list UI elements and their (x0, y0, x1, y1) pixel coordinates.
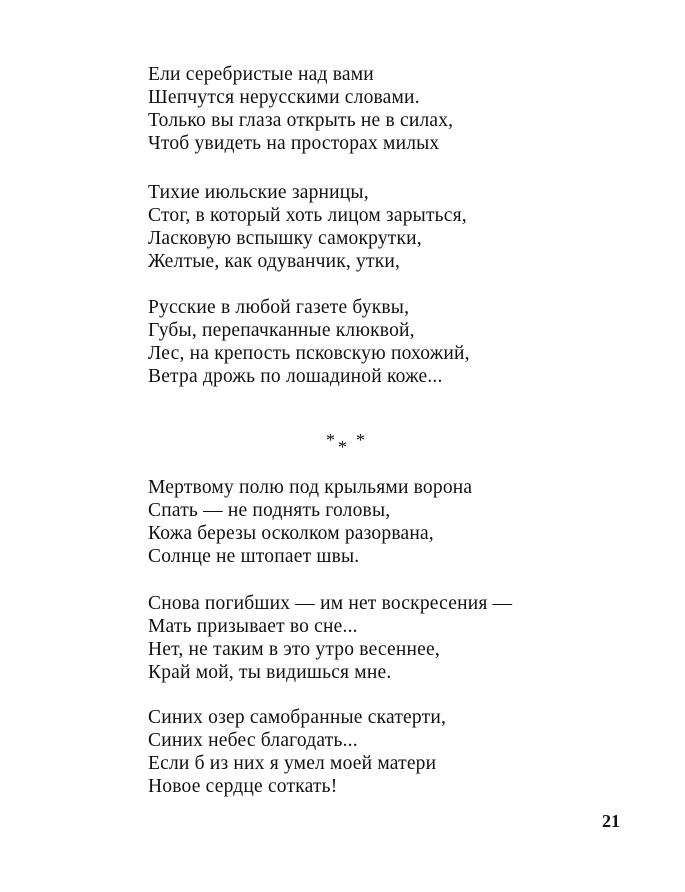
poem-stanza-1 (148, 63, 453, 155)
poem-stanza-3 (148, 296, 470, 388)
separator-asterisk: * (356, 430, 365, 450)
poem-stanza-2 (148, 181, 467, 273)
poem-stanza-4 (148, 476, 472, 568)
poem-line: Нет, не таким в это утро весеннее, (148, 639, 440, 660)
section-separator (318, 430, 374, 458)
poem-line: Снова погибших — им нет воскресения — (148, 593, 513, 614)
poem-line: Желтые, как одуванчик, утки, (148, 251, 401, 272)
poem-line: Стог, в который хоть лицом зарыться, (148, 205, 467, 226)
page-number: 21 (602, 811, 620, 831)
poem-line: Новое сердце соткать! (148, 776, 338, 797)
poem-line: Кожа березы осколком разорвана, (148, 523, 434, 544)
poem-line: Ветра дрожь по лошадиной коже... (148, 366, 443, 387)
poem-line: Солнце не штопает швы. (148, 546, 360, 567)
poem-line: Ласковую вспышку самокрутки, (148, 228, 422, 249)
poem-line: Русские в любой газете буквы, (148, 297, 410, 318)
poem-line: Край мой, ты видишься мне. (148, 662, 392, 683)
poem-line: Чтоб увидеть на просторах милых (148, 133, 440, 154)
poem-line: Шепчутся нерусскими словами. (148, 87, 420, 108)
poem-line: Синих небес благодать... (148, 730, 358, 751)
poem-line: Синих озер самобранные скатерти, (148, 707, 447, 728)
poem-line: Губы, перепачканные клюквой, (148, 320, 415, 341)
poem-line: Ели серебристые над вами (148, 64, 374, 85)
poem-line: Спать — не поднять головы, (148, 500, 391, 521)
poem-line: Только вы глаза открыть не в силах, (148, 110, 454, 131)
poem-line: Если б из них я умел моей матери (148, 753, 437, 774)
poem-line: Мертвому полю под крыльями ворона (148, 477, 473, 498)
separator-asterisk: * (326, 430, 335, 450)
separator-asterisk: * (338, 437, 347, 457)
poem-line: Лес, на крепость псковскую похожий, (148, 343, 470, 364)
poem-line: Мать призывает во сне... (148, 616, 358, 637)
poem-line: Тихие июльские зарницы, (148, 182, 369, 203)
poem-stanza-5 (148, 592, 512, 684)
poem-stanza-6 (148, 706, 446, 798)
